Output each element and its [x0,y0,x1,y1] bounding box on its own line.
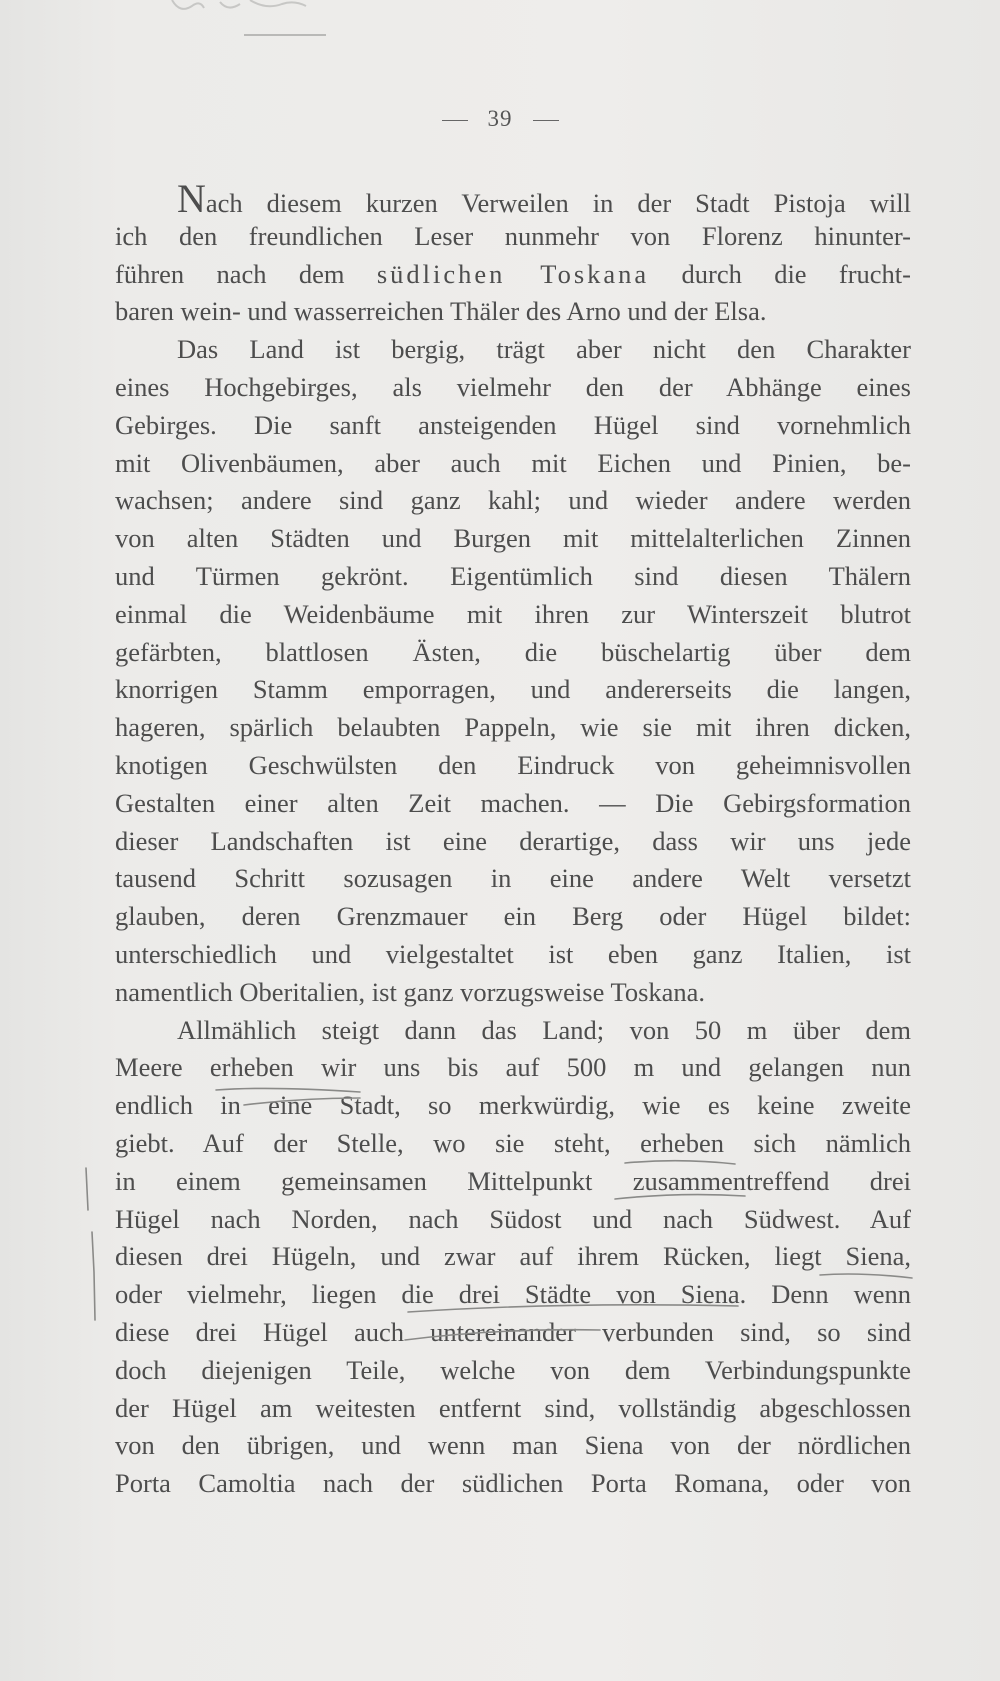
underline-erheben-sich [625,1161,735,1164]
text-line: diese drei Hügel auch untereinander verbunden sind, so sind [115,1316,911,1347]
text-line: diesen drei Hügeln, und zwar auf ihrem Rücken, liegt Siena, [115,1241,911,1272]
text-line: tausend Schritt sozusagen in eine andere Welt versetzt [115,863,911,894]
text-line: doch diejenigen Teile, welche von dem Verbindungspunkte [115,1354,911,1385]
text-line: führen nach dem südlichen Toskana durch die frucht- [115,258,911,289]
text-line: ich den freundlichen Leser nunmehr von Florenz hinunter- [115,220,911,251]
underline-erheben-2 [244,1098,360,1105]
text-line: und Türmen gekrönt. Eigentümlich sind diesen Thälern [115,560,911,591]
text-line: in einem gemeinsamen Mittelpunkt zusammentreffend drei [115,1165,911,1196]
text-line: eines Hochgebirges, als vielmehr den der Abhänge eines [115,371,911,402]
text-line: Nach diesem kurzen Verweilen in der Stadt Pistoja will [177,176,911,221]
text-line: der Hügel am weitesten entfernt sind, vollständig abgeschlossen [115,1392,911,1423]
text-line: glauben, deren Grenzmauer ein Berg oder Hügel bildet: [115,901,911,932]
text-line: baren wein- und wasserreichen Thäler des Arno und der Elsa. [115,296,767,327]
text-line: Porta Camoltia nach der südlichen Porta Romana, oder von [115,1468,911,1499]
text-line: giebt. Auf der Stelle, wo sie steht, erheben sich nämlich [115,1127,911,1158]
text-line: unterschiedlich und vielgestaltet ist eben ganz Italien, ist [115,938,911,969]
text-line: Meere erheben wir uns bis auf 500 m und gelangen nun [115,1052,911,1083]
text-line: Gestalten einer alten Zeit machen. — Die Gebirgsformation [115,787,911,818]
page-number: 39 [487,106,513,131]
text-line: dieser Landschaften ist eine derartige, dass wir uns jede [115,825,911,856]
underline-zusammen [615,1195,745,1199]
text-line: gefärbten, blattlosen Ästen, die büschelartig über dem [115,636,911,667]
text-line: wachsen; andere sind ganz kahl; und wieder andere werden [115,485,911,516]
text-line: Hügel nach Norden, nach Südost und nach Südwest. Auf [115,1203,911,1234]
drop-cap: N [177,176,206,221]
text-line: namentlich Oberitalien, ist ganz vorzugsweise Toskana. [115,976,706,1007]
text-line: einmal die Weidenbäume mit ihren zur Winterszeit blutrot [115,598,911,629]
text-line: knotigen Geschwülsten den Eindruck von geheimnisvollen [115,749,911,780]
underline-untereinander [405,1330,600,1340]
underline-erheben-wir [216,1088,360,1092]
text-line: knorrigen Stamm emporragen, und andererseits die langen, [115,674,911,705]
text-line: Gebirges. Die sanft ansteigenden Hügel sind vornehmlich [115,409,911,440]
underline-siena [820,1274,912,1278]
text-line: mit Olivenbäumen, aber auch mit Eichen und Pinien, be- [115,447,911,478]
underline-die-drei-staedte [408,1305,738,1312]
spaced-emphasis: südlichen Toskana [376,258,650,289]
text-line: Das Land ist bergig, trägt aber nicht den Charakter [177,334,911,365]
text-line: hageren, spärlich belaubten Pappeln, wie sie mit ihren dicken, [115,712,911,743]
margin-line [86,1168,95,1320]
text-line: von den übrigen, und wenn man Siena von der nördlichen [115,1430,911,1461]
text-line: oder vielmehr, liegen die drei Städte von Siena. Denn wenn [115,1279,911,1310]
text-line: von alten Städten und Burgen mit mittelalterlichen Zinnen [115,523,911,554]
text-line: endlich in eine Stadt, so merkwürdig, wie es keine zweite [115,1090,911,1121]
text-line: Allmählich steigt dann das Land; von 50 m über dem [177,1014,911,1045]
